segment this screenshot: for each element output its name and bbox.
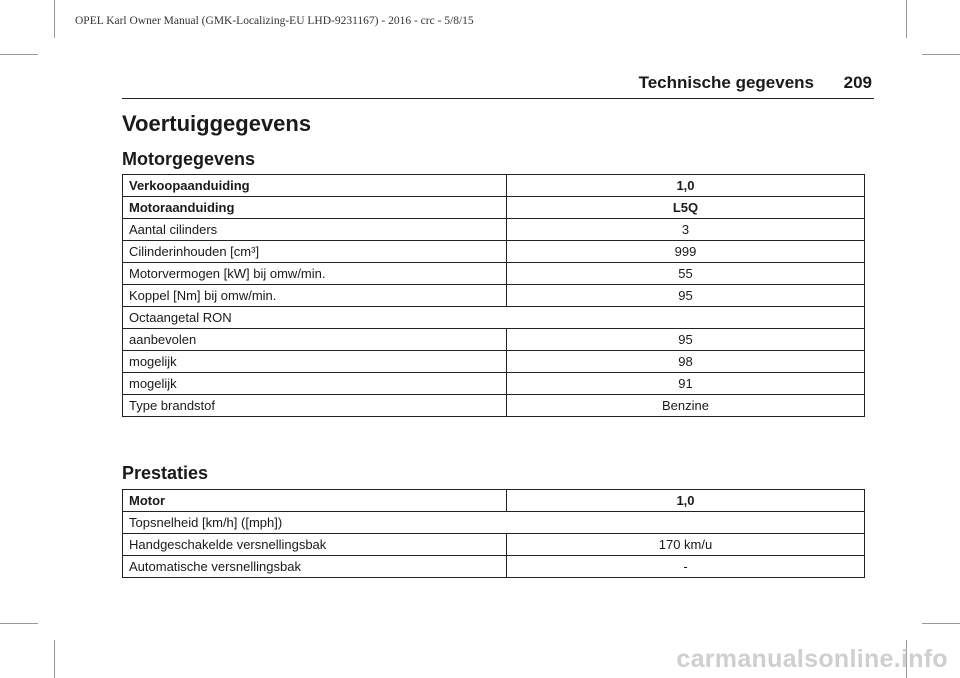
crop-mark xyxy=(0,623,38,624)
row-value: Benzine xyxy=(507,395,865,417)
row-label: aanbevolen xyxy=(123,329,507,351)
crop-mark xyxy=(922,54,960,55)
row-label: Motorvermogen [kW] bij omw/min. xyxy=(123,263,507,285)
performance-table xyxy=(122,489,865,578)
table-row xyxy=(123,329,865,351)
row-label: Koppel [Nm] bij omw/min. xyxy=(123,285,507,307)
row-value: 95 xyxy=(507,329,865,351)
section-heading-performance: Prestaties xyxy=(122,463,209,483)
crop-mark xyxy=(906,0,907,38)
table-row xyxy=(123,307,865,329)
table-row xyxy=(123,263,865,285)
table-row xyxy=(123,285,865,307)
crop-mark xyxy=(54,0,55,38)
table-row xyxy=(123,219,865,241)
row-value: 1,0 xyxy=(507,490,865,512)
table-row xyxy=(123,395,865,417)
engine-data-table xyxy=(122,174,865,417)
row-value: 3 xyxy=(507,219,865,241)
table-row xyxy=(123,512,865,534)
crop-mark xyxy=(0,54,38,55)
table-row xyxy=(123,373,865,395)
row-label: Automatische versnellingsbak xyxy=(123,556,507,578)
row-label: Topsnelheid [km/h] ([mph]) xyxy=(123,512,865,534)
row-label: Aantal cilinders xyxy=(123,219,507,241)
row-label: mogelijk xyxy=(123,351,507,373)
row-value: 98 xyxy=(507,351,865,373)
row-value: L5Q xyxy=(507,197,865,219)
section-heading-engine: Motorgegevens xyxy=(122,149,256,169)
running-header xyxy=(122,72,874,99)
watermark-link[interactable]: carmanualsonline.info xyxy=(676,645,948,673)
row-value: 95 xyxy=(507,285,865,307)
page-number: 209 xyxy=(843,73,872,92)
row-value: - xyxy=(507,556,865,578)
table-row xyxy=(123,490,865,512)
row-value: 1,0 xyxy=(507,175,865,197)
row-value: 170 km/u xyxy=(507,534,865,556)
page-title: Voertuiggegevens xyxy=(122,111,312,136)
row-label: Handgeschakelde versnellingsbak xyxy=(123,534,507,556)
crop-mark xyxy=(922,623,960,624)
chapter-title: Technische gegevens xyxy=(638,73,814,92)
table-row xyxy=(123,534,865,556)
crop-mark xyxy=(54,640,55,678)
table-row xyxy=(123,556,865,578)
row-label: Motor xyxy=(123,490,507,512)
table-row xyxy=(123,241,865,263)
row-label: Verkoopaanduiding xyxy=(123,175,507,197)
row-value: 999 xyxy=(507,241,865,263)
print-metadata: OPEL Karl Owner Manual (GMK-Localizing-EU LHD-9231167) - 2016 - crc - 5/8/15 xyxy=(75,15,474,27)
table-row xyxy=(123,351,865,373)
row-label: Type brandstof xyxy=(123,395,507,417)
row-label: Cilinderinhouden [cm³] xyxy=(123,241,507,263)
table-row xyxy=(123,175,865,197)
row-label: Octaangetal RON xyxy=(123,307,865,329)
row-label: Motoraanduiding xyxy=(123,197,507,219)
row-value: 55 xyxy=(507,263,865,285)
row-value: 91 xyxy=(507,373,865,395)
row-label: mogelijk xyxy=(123,373,507,395)
table-row xyxy=(123,197,865,219)
